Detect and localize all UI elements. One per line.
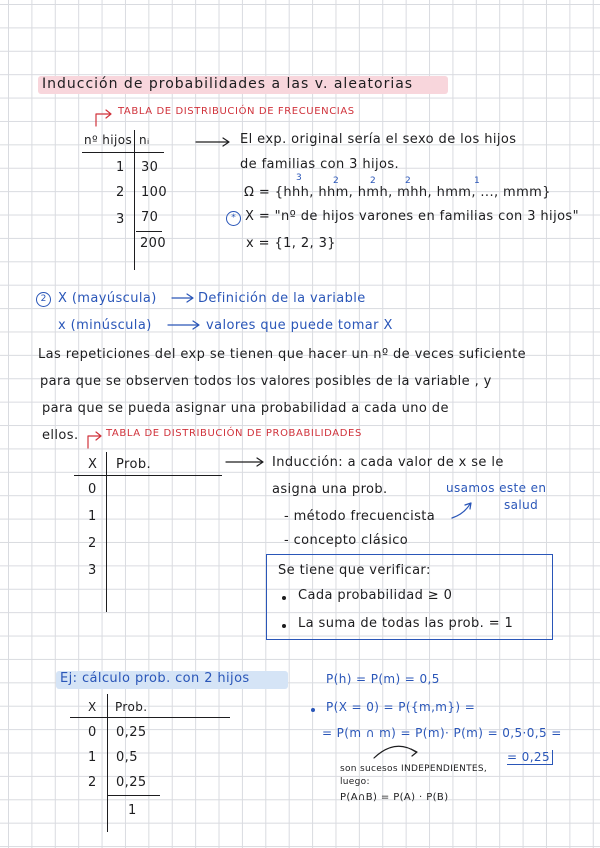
freq-row-2-n: 100 [141, 185, 168, 200]
freq-row-2-x: 2 [116, 185, 125, 200]
probability-table-label: TABLA DE DISTRIBUCIÓN DE PROBABILIDADES [106, 428, 362, 439]
freq-header-ni: nᵢ [139, 133, 150, 147]
ex-row-0-x: 0 [88, 725, 97, 740]
independence-note-1: son sucesos INDEPENDIENTES, [340, 764, 488, 774]
example-title: Ej: cálculo prob. con 2 hijos [60, 671, 250, 686]
random-variable-definition: X = "nº de hijos varones en familias con 3 hijos" [245, 209, 579, 224]
omega-count-2: 2 [333, 176, 340, 186]
omega-count-3: 2 [370, 176, 377, 186]
ex-header-prob: Prob. [115, 700, 148, 714]
note-uppercase: X (mayúscula) [58, 291, 157, 306]
method-note-line-1: usamos este en [446, 481, 547, 495]
experiment-line-2: de familias con 3 hijos. [240, 157, 400, 172]
arrow-to-probability-label-icon [88, 432, 101, 448]
prob-header-x: X [88, 457, 98, 472]
arrow-to-experiment-icon [196, 138, 229, 146]
freq-row-3-x: 3 [116, 212, 125, 227]
note-number-badge: 2 [36, 292, 51, 307]
random-variable-values: x = {1, 2, 3} [246, 236, 336, 251]
frequency-table-label: TABLA DE DISTRIBUCIÓN DE FRECUENCIAS [118, 106, 355, 117]
sample-space: Ω = {hhh, hhm, hmh, mhh, hmm, ..., mmm} [244, 185, 551, 200]
note-lowercase-desc: valores que puede tomar X [206, 318, 393, 333]
page-title: Inducción de probabilidades a las v. aleatorias [42, 76, 414, 92]
verification-title: Se tiene que verificar: [278, 563, 431, 578]
prob-row-3-x: 3 [88, 563, 97, 578]
freq-header-children: nº hijos [84, 133, 133, 147]
paragraph-line-1: Las repeticiones del exp se tienen que hacer un nº de veces suficiente [38, 347, 527, 362]
independence-formula: P(A∩B) = P(A) · P(B) [340, 792, 449, 803]
omega-count-1: 3 [296, 173, 303, 183]
freq-total: 200 [140, 236, 167, 251]
omega-count-5: 1 [474, 176, 481, 186]
ex-row-2-x: 2 [88, 775, 97, 790]
omega-count-4: 2 [405, 176, 412, 186]
freq-row-3-n: 70 [141, 210, 159, 225]
ex-row-1-x: 1 [88, 750, 97, 765]
verification-item-2: La suma de todas las prob. = 1 [298, 616, 514, 631]
ex-total: 1 [128, 803, 137, 818]
method-note-line-2: salud [504, 498, 539, 512]
equation-2: P(X = 0) = P({m,m}) = [326, 700, 476, 714]
prob-header-prob: Prob. [116, 457, 152, 472]
arrow-lower-values-icon [168, 321, 199, 329]
method-classic: - concepto clásico [284, 533, 409, 548]
paragraph-line-3: para que se pueda asignar una probabilidad a cada uno de [42, 401, 449, 416]
equation-result: = 0,25 [507, 750, 553, 765]
arrow-upper-definition-icon [172, 294, 193, 302]
star-marker-icon: * [226, 211, 241, 226]
prob-row-0-x: 0 [88, 482, 97, 497]
verification-item-1: Cada probabilidad ≥ 0 [298, 588, 453, 603]
arrow-to-induction-icon [226, 458, 263, 466]
ex-header-x: X [88, 700, 97, 714]
equation-1: P(h) = P(m) = 0,5 [326, 672, 440, 686]
experiment-line-1: El exp. original sería el sexo de los hijos [240, 132, 517, 147]
induction-line-2: asigna una prob. [272, 482, 388, 497]
arrow-independence-icon [374, 746, 417, 758]
paragraph-line-2: para que se observen todos los valores posibles de la variable , y [40, 374, 492, 389]
independence-note-2: luego: [340, 777, 370, 787]
freq-row-1-n: 30 [141, 160, 159, 175]
freq-row-1-x: 1 [116, 160, 125, 175]
prob-row-2-x: 2 [88, 536, 97, 551]
note-lowercase: x (minúscula) [58, 318, 152, 333]
ex-row-2-prob: 0,25 [116, 775, 147, 790]
ex-row-1-prob: 0,5 [116, 750, 138, 765]
arrow-to-frequency-label-icon [96, 110, 111, 126]
method-frequentist: - método frecuencista [284, 509, 436, 524]
paragraph-line-4: ellos. [42, 428, 79, 443]
equation-3: = P(m ∩ m) = P(m)· P(m) = 0,5·0,5 = [322, 726, 562, 740]
arrow-to-method-note-icon [452, 503, 471, 518]
induction-line-1: Inducción: a cada valor de x se le [272, 455, 504, 470]
prob-row-1-x: 1 [88, 509, 97, 524]
ex-row-0-prob: 0,25 [116, 725, 147, 740]
note-uppercase-desc: Definición de la variable [198, 291, 366, 306]
